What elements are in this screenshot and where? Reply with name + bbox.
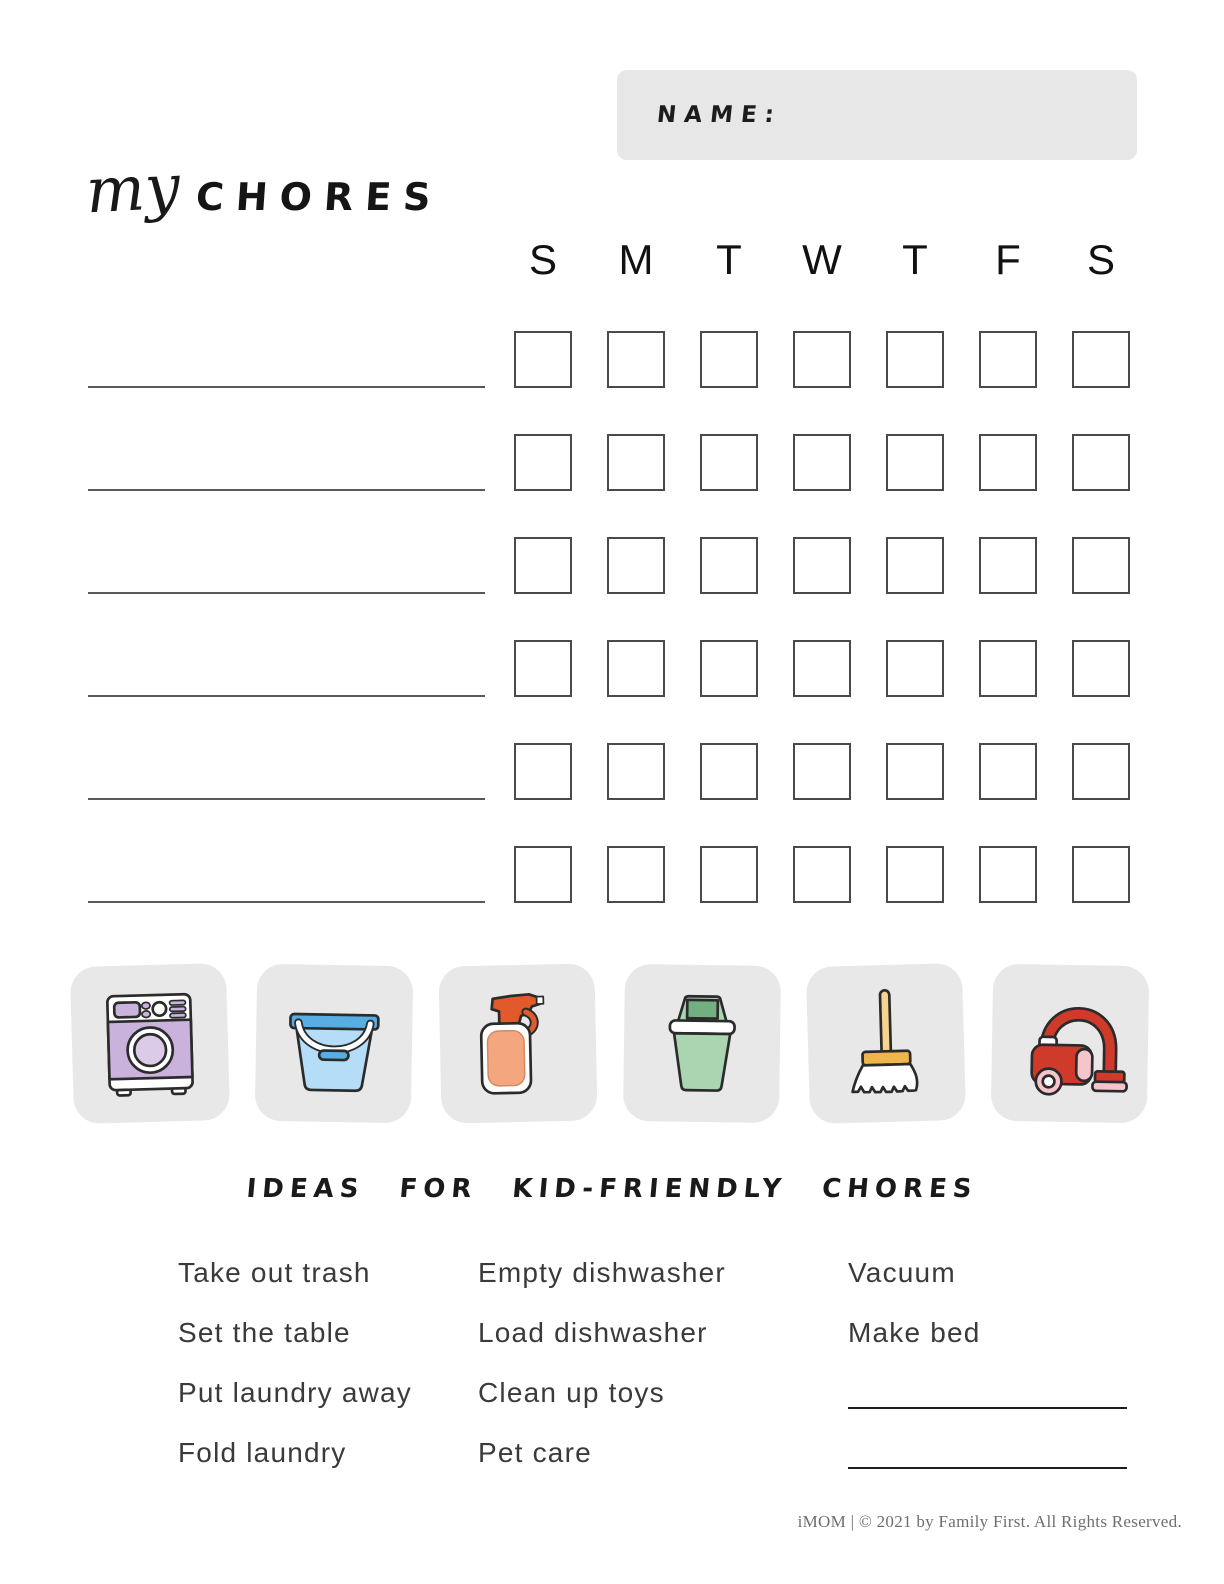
checkbox-r5-c5[interactable]	[979, 846, 1037, 903]
day-header-4: T	[902, 236, 928, 283]
idea-write-in-line-1[interactable]	[848, 1467, 1127, 1469]
checkbox-r5-c0[interactable]	[514, 846, 572, 903]
checkbox-r1-c4[interactable]	[886, 434, 944, 491]
footer-copyright: iMOM | © 2021 by Family First. All Rights Reserved.	[797, 1512, 1182, 1531]
checkbox-r3-c2[interactable]	[700, 640, 758, 697]
checkbox-r2-c0[interactable]	[514, 537, 572, 594]
page-title	[84, 149, 444, 228]
checkbox-r5-c6[interactable]	[1072, 846, 1130, 903]
idea-item-col1-1: Set the table	[178, 1317, 351, 1348]
checkbox-r2-c3[interactable]	[793, 537, 851, 594]
checkbox-r4-c6[interactable]	[1072, 743, 1130, 800]
tile-spray-bottle	[438, 963, 597, 1123]
checkbox-r4-c2[interactable]	[700, 743, 758, 800]
idea-item-col3-1: Make bed	[848, 1317, 981, 1348]
checkbox-r4-c5[interactable]	[979, 743, 1037, 800]
checkbox-r5-c3[interactable]	[793, 846, 851, 903]
chore-name-line-5[interactable]	[88, 901, 485, 903]
chore-name-line-2[interactable]	[88, 592, 485, 594]
title-script-word: my	[84, 149, 182, 228]
chore-name-line-3[interactable]	[88, 695, 485, 697]
idea-item-col2-3: Pet care	[478, 1437, 592, 1468]
tile-broom	[806, 963, 966, 1124]
checkbox-r0-c3[interactable]	[793, 331, 851, 388]
idea-item-col1-2: Put laundry away	[178, 1377, 412, 1408]
checkbox-r1-c0[interactable]	[514, 434, 572, 491]
day-header-5: F	[995, 236, 1021, 283]
day-header-6: S	[1086, 236, 1115, 283]
checkbox-r3-c5[interactable]	[979, 640, 1037, 697]
checkbox-r4-c1[interactable]	[607, 743, 665, 800]
checkbox-r4-c0[interactable]	[514, 743, 572, 800]
spray-bottle-icon	[456, 981, 581, 1106]
day-header-2: T	[716, 236, 742, 283]
idea-item-col3-0: Vacuum	[848, 1257, 956, 1288]
idea-write-in-line-0[interactable]	[848, 1407, 1127, 1409]
checkbox-r4-c3[interactable]	[793, 743, 851, 800]
name-field[interactable]	[617, 70, 1137, 160]
tile-washing-machine	[70, 963, 230, 1124]
checkbox-r1-c3[interactable]	[793, 434, 851, 491]
idea-item-col1-3: Fold laundry	[178, 1437, 347, 1468]
checkbox-r2-c4[interactable]	[886, 537, 944, 594]
checkbox-r5-c2[interactable]	[700, 846, 758, 903]
tile-vacuum	[991, 964, 1150, 1124]
checkbox-r3-c3[interactable]	[793, 640, 851, 697]
checkbox-r1-c6[interactable]	[1072, 434, 1130, 491]
name-label: NAME:	[655, 102, 784, 128]
vacuum-icon	[1008, 981, 1132, 1105]
bucket-icon	[272, 981, 396, 1105]
chore-name-line-4[interactable]	[88, 798, 485, 800]
tile-bucket	[255, 964, 414, 1124]
checkbox-r2-c5[interactable]	[979, 537, 1037, 594]
idea-item-col1-0: Take out trash	[178, 1257, 371, 1288]
checkbox-r3-c1[interactable]	[607, 640, 665, 697]
checkbox-r1-c2[interactable]	[700, 434, 758, 491]
idea-item-col2-1: Load dishwasher	[478, 1317, 708, 1348]
checkbox-r4-c4[interactable]	[886, 743, 944, 800]
chore-name-line-1[interactable]	[88, 489, 485, 491]
checkbox-r0-c6[interactable]	[1072, 331, 1130, 388]
checkbox-r0-c1[interactable]	[607, 331, 665, 388]
checkbox-r2-c6[interactable]	[1072, 537, 1130, 594]
trash-can-icon	[640, 982, 764, 1106]
checkbox-r0-c4[interactable]	[886, 331, 944, 388]
idea-item-col2-2: Clean up toys	[478, 1377, 665, 1408]
checkbox-r1-c5[interactable]	[979, 434, 1037, 491]
checkbox-r3-c0[interactable]	[514, 640, 572, 697]
tile-trash-can	[623, 964, 781, 1123]
chore-name-line-0[interactable]	[88, 386, 485, 388]
checkbox-r0-c2[interactable]	[700, 331, 758, 388]
checkbox-r0-c5[interactable]	[979, 331, 1037, 388]
ideas-heading: IDEAS FOR KID-FRIENDLY CHORES	[245, 1174, 979, 1204]
checkbox-r1-c1[interactable]	[607, 434, 665, 491]
checkbox-r0-c0[interactable]	[514, 331, 572, 388]
idea-item-col2-0: Empty dishwasher	[478, 1257, 726, 1288]
checkbox-r3-c4[interactable]	[886, 640, 944, 697]
day-header-0: S	[528, 236, 557, 283]
checkbox-r5-c4[interactable]	[886, 846, 944, 903]
day-header-1: M	[618, 236, 654, 283]
checkbox-r2-c1[interactable]	[607, 537, 665, 594]
checkbox-r5-c1[interactable]	[607, 846, 665, 903]
day-header-3: W	[802, 236, 842, 283]
checkbox-r2-c2[interactable]	[700, 537, 758, 594]
checkbox-r3-c6[interactable]	[1072, 640, 1130, 697]
title-caps-word: CHORES	[194, 175, 444, 219]
washing-machine-icon	[87, 981, 212, 1106]
broom-icon	[823, 981, 948, 1106]
